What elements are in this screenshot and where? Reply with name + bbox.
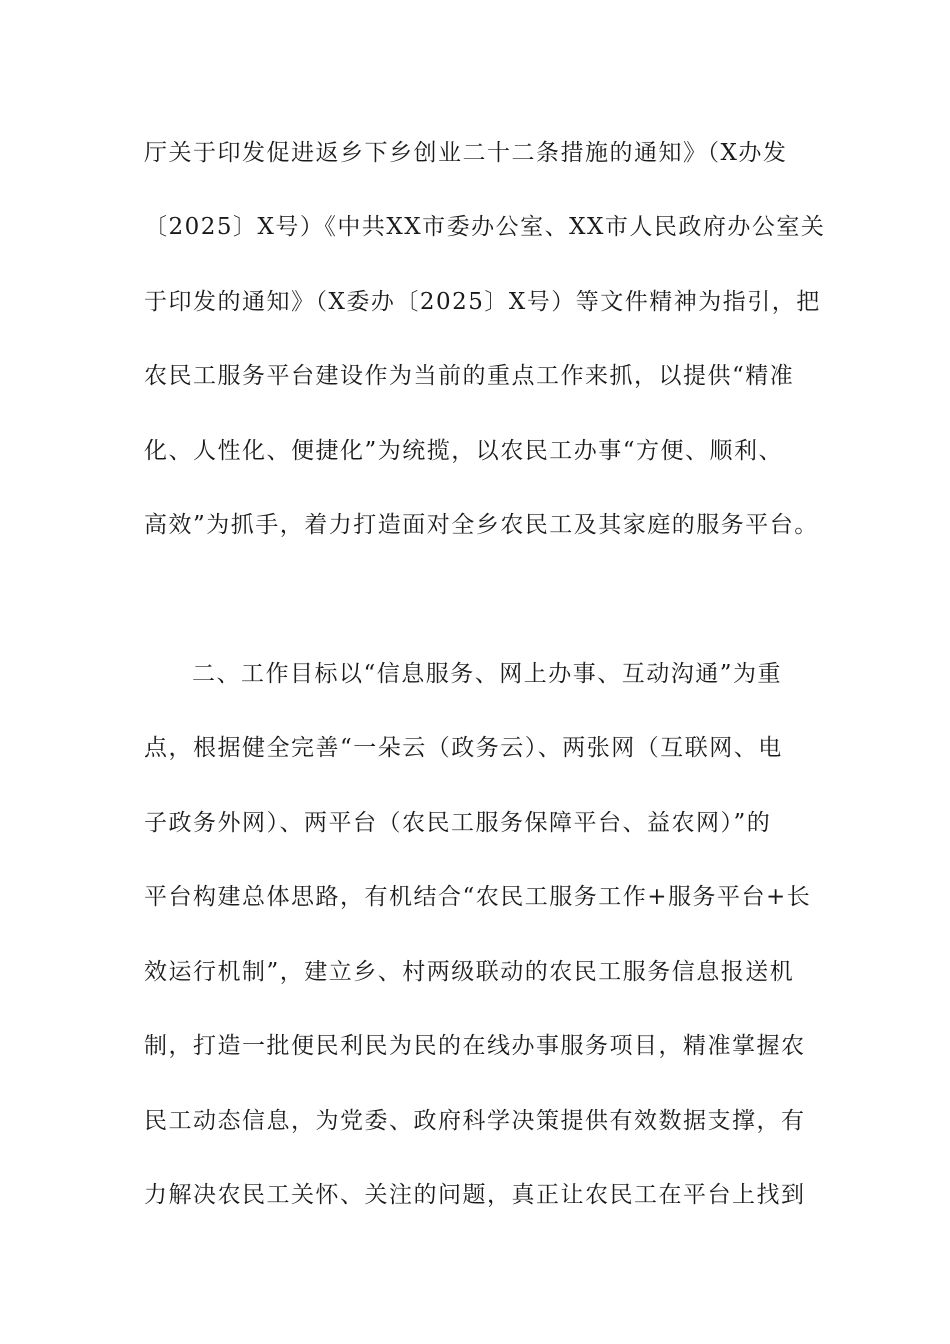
paragraph-1-line: 于印发的通知》（X委办〔2025〕X号）等文件精神为指引，把 — [144, 289, 821, 315]
paragraph-2-line: 制，打造一批便民利民为民的在线办事服务项目，精准掌握农 — [144, 1033, 806, 1059]
paragraph-2-line: 民工动态信息，为党委、政府科学决策提供有效数据支撑，有 — [144, 1108, 806, 1134]
paragraph-2-line: 平台构建总体思路，有机结合“农民工服务工作+服务平台+长 — [144, 884, 812, 910]
paragraph-2-line: 点，根据健全完善“一朵云（政务云）、两张网（互联网、电 — [144, 735, 783, 761]
paragraph-2-line: 力解决农民工关怀、关注的问题，真正让农民工在平台上找到 — [144, 1182, 806, 1208]
section-heading-line: 二、工作目标以“信息服务、网上办事、互动沟通”为重 — [192, 661, 783, 687]
paragraph-2-line: 子政务外网）、两平台（农民工服务保障平台、益农网）”的 — [144, 810, 772, 836]
paragraph-1-line: 农民工服务平台建设作为当前的重点工作来抓，以提供“精准 — [144, 363, 795, 389]
paragraph-1-line: 厅关于印发促进返乡下乡创业二十二条措施的通知》（X办发 — [144, 140, 788, 166]
paragraph-1-line: 〔2025〕X号）《中共XX市委办公室、XX市人民政府办公室关 — [144, 214, 826, 240]
paragraph-1-line: 化、人性化、便捷化”为统揽，以农民工办事“方便、顺利、 — [144, 438, 784, 464]
paragraph-2-line: 效运行机制”，建立乡、村两级联动的农民工服务信息报送机 — [144, 959, 795, 985]
paragraph-1-line: 高效”为抓手，着力打造面对全乡农民工及其家庭的服务平台。 — [144, 512, 819, 538]
